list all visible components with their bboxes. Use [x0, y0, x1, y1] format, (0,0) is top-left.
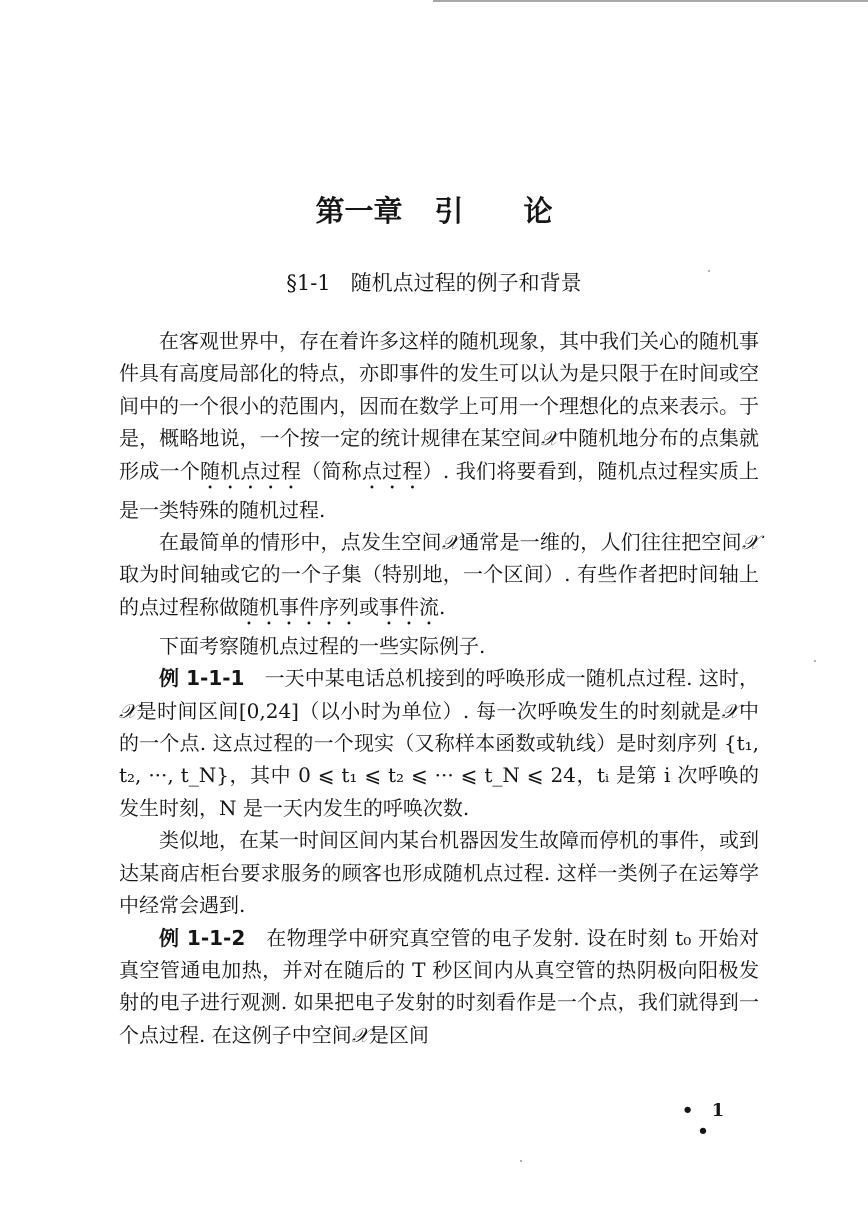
emphasized-term: 事件流 — [379, 594, 439, 619]
text-run: （简称 — [301, 458, 362, 483]
text-run: 在物理学中研究真空管的电子发射. 设在时刻 t₀ 开始对真空管通电加热，并对在随后的 T 秒区间内从真空管的热阴极向阳极发射的电子进行观测. 如果把电子发射的时刻看作是一个点，我们就得到一个点过程. 在这例子中空间 — [119, 925, 760, 1047]
body-text — [119, 325, 759, 1051]
space-symbol: 𝒳 — [741, 530, 760, 555]
chapter-title — [0, 193, 868, 229]
paragraph — [119, 526, 759, 630]
emphasized-term: 随机事件序列 — [239, 594, 359, 619]
text-run: ）. 我们将要看到，随机点过程实质上是一类特殊的随机过程. — [119, 458, 760, 522]
chapter-word-2: 论 — [523, 194, 553, 228]
chapter-number: 第一章 — [315, 194, 403, 228]
paragraph — [119, 824, 759, 921]
space-symbol: 𝒳 — [441, 530, 459, 555]
page-number: • 1 • — [681, 1100, 731, 1142]
paragraph — [119, 630, 759, 662]
section-heading — [0, 268, 868, 298]
text-run: 下面考察随机点过程的一些实际例子. — [159, 633, 486, 658]
top-rule — [433, 0, 868, 2]
text-run: 取为时间轴或它的一个子集（特别地，一个区间）. 有些作者把时间轴上的点过程称做 — [119, 562, 759, 619]
space-symbol: 𝒳 — [540, 426, 559, 451]
text-run: 是时间区间[0,24]（以小时为单位）. 每一次呼唤发生的时刻就是 — [136, 698, 722, 723]
section-number: §1-1 — [286, 271, 331, 295]
scan-speck — [814, 660, 816, 662]
text-run: 在客观世界中，存在着许多这样的随机现象，其中我们关心的随机事件具有高度局部化的特点，亦即事件的发生可以认为是只限于在时间或空间中的一个很小的范围内，因而在数学上可用一个理想化的点来表示。于是，概略地说，一个按一定的统计规律在某空间 — [119, 329, 759, 451]
scan-speck — [520, 1160, 522, 1162]
text-run: 通常是一维的，人们往往把空间 — [458, 530, 742, 555]
text-run: 中的一个点. 这点过程的一个现实（又称样本函数或轨线）是时刻序列 {t₁, t₂, ···, t_N}，其中 0 ⩽ t₁ ⩽ t₂ ⩽ ··· ⩽ t_N ⩽ 24，tᵢ 是第 i 次呼唤的发生时刻，N 是一天内发生的呼唤次数. — [119, 698, 760, 820]
scan-speck — [708, 270, 710, 272]
paragraph — [119, 325, 759, 526]
example-label: 例 1-1-1 — [159, 666, 245, 691]
text-run: . — [439, 594, 446, 619]
paragraph — [119, 922, 759, 1052]
text-run: 在最简单的情形中，点发生空间 — [159, 530, 442, 555]
example-label: 例 1-1-2 — [159, 925, 246, 950]
text-run: 类似地，在某一时间区间内某台机器因发生故障而停机的事件，或到达某商店柜台要求服务的顾客也形成随机点过程. 这样一类例子在运筹学中经常会遇到. — [119, 828, 759, 918]
space-symbol: 𝒳 — [721, 698, 739, 723]
space-symbol: 𝒳 — [119, 698, 137, 723]
chapter-word-1: 引 — [434, 194, 464, 228]
text-run: 或 — [359, 594, 379, 619]
section-title: 随机点过程的例子和背景 — [350, 271, 582, 295]
text-run: 一天中某电话总机接到的呼唤形成一随机点过程. 这时， — [244, 666, 759, 691]
text-run: 中随机地分布的点集就形成一个 — [119, 426, 760, 483]
emphasized-term: 随机点过程 — [199, 458, 302, 483]
text-run: 是区间 — [368, 1022, 429, 1047]
space-symbol: 𝒳 — [351, 1022, 369, 1047]
paragraph — [119, 662, 759, 824]
emphasized-term: 点过程 — [361, 458, 423, 483]
